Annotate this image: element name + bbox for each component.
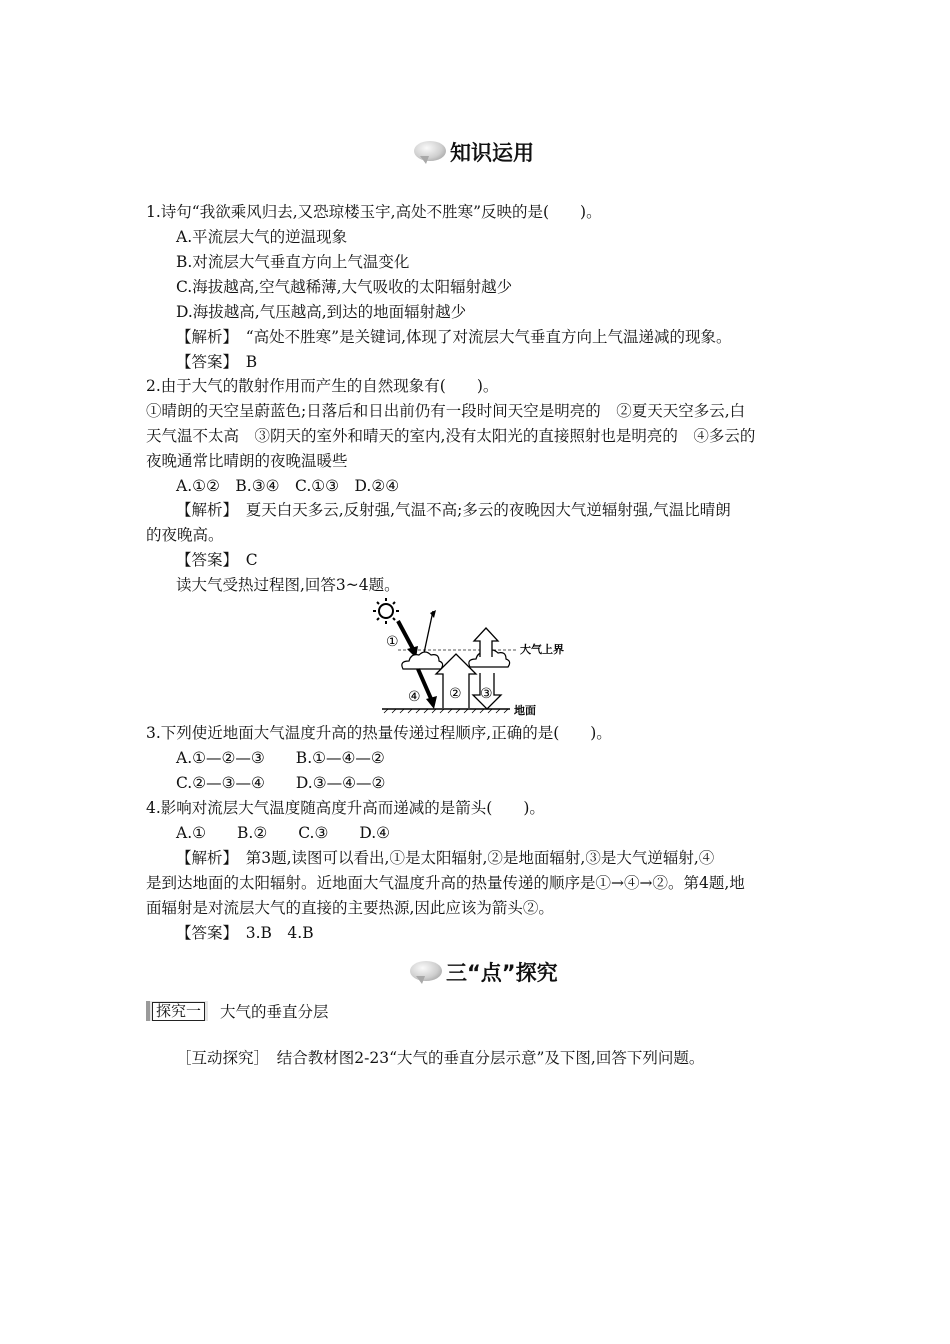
question-1-option-a: A.平流层大气的逆温现象 bbox=[176, 228, 348, 246]
question-2-analysis: 【解析】 夏天白天多云,反射强,气温不高;多云的夜晚因大气逆辐射强,气温比晴朗 bbox=[176, 501, 731, 519]
arrow-reflection bbox=[424, 610, 436, 653]
explore-tag: 探究一 bbox=[152, 1002, 205, 1021]
question-2-item-line: ①晴朗的天空呈蔚蓝色;日落后和日出前仍有一段时间天空是明亮的 ②夏天天空多云,白 bbox=[146, 402, 746, 420]
interactive-inquiry: ［互动探究］ 结合教材图2-23“大气的垂直分层示意”及下图,回答下列问题。 bbox=[176, 1049, 705, 1067]
label-1: ① bbox=[386, 634, 399, 650]
section-heading-knowledge bbox=[414, 137, 534, 167]
section-title: 知识运用 bbox=[450, 141, 534, 165]
question-2-item-line: 天气温不太高 ③阴天的室外和晴天的室内,没有太阳光的直接照射也是明亮的 ④多云的 bbox=[146, 427, 756, 445]
question-2-options: A.①② B.③④ C.①③ D.②④ bbox=[176, 477, 400, 495]
question-4-analysis: 是到达地面的太阳辐射。近地面大气温度升高的热量传递的顺序是①→④→②。第4题,地 bbox=[146, 874, 745, 892]
question-1-analysis: 【解析】 “高处不胜寒”是关键词,体现了对流层大气垂直方向上气温递减的现象。 bbox=[176, 328, 732, 346]
question-4-stem: 4.影响对流层大气温度随高度升高而递减的是箭头( )。 bbox=[146, 799, 545, 817]
cloud-left bbox=[402, 652, 443, 669]
question-4-options: A.① B.② C.③ D.④ bbox=[176, 824, 391, 842]
arrow-ground-solar bbox=[418, 669, 437, 709]
question-1-option-b: B.对流层大气垂直方向上气温变化 bbox=[176, 253, 410, 271]
sun-icon bbox=[373, 598, 399, 624]
explore-tag-box bbox=[146, 1001, 208, 1021]
label-2: ② bbox=[449, 686, 462, 702]
explore-title: 大气的垂直分层 bbox=[220, 1003, 329, 1021]
atmosphere-heating-diagram bbox=[370, 597, 580, 719]
question-2-item-line: 夜晚通常比晴朗的夜晚温暖些 bbox=[146, 452, 348, 470]
question-2-stem: 2.由于大气的散射作用而产生的自然现象有( )。 bbox=[146, 377, 499, 395]
arrow-solar-radiation bbox=[398, 621, 418, 658]
label-atmosphere-top: 大气上界 bbox=[520, 643, 564, 656]
question-4-analysis: 面辐射是对流层大气的直接的主要热源,因此应该为箭头②。 bbox=[146, 899, 554, 917]
label-4: ④ bbox=[408, 689, 421, 705]
question-3-options-row: C.②—③—④ D.③—④—② bbox=[176, 774, 386, 792]
question-3-stem: 3.下列使近地面大气温度升高的热量传递过程顺序,正确的是( )。 bbox=[146, 724, 612, 742]
question-1-option-c: C.海拔越高,空气越稀薄,大气吸收的太阳辐射越少 bbox=[176, 278, 513, 296]
question-2-answer: 【答案】 C bbox=[176, 551, 258, 569]
question-1-answer: 【答案】 B bbox=[176, 353, 258, 371]
question-1-option-d: D.海拔越高,气压越高,到达的地面辐射越少 bbox=[176, 303, 467, 321]
label-3: ③ bbox=[480, 686, 493, 702]
section-heading-explore bbox=[410, 957, 558, 987]
speech-bubble-icon bbox=[414, 139, 448, 165]
question-1-stem: 1.诗句“我欲乘风归去,又恐琼楼玉宇,高处不胜寒”反映的是( )。 bbox=[146, 203, 602, 221]
section-title: 三“点”探究 bbox=[446, 961, 558, 985]
question-4-answer: 【答案】 3.B 4.B bbox=[176, 924, 314, 942]
question-3-options-row: A.①—②—③ B.①—④—② bbox=[176, 749, 385, 767]
question-4-analysis: 【解析】 第3题,读图可以看出,①是太阳辐射,②是地面辐射,③是大气逆辐射,④ bbox=[176, 849, 715, 867]
figure-intro: 读大气受热过程图,回答3~4题。 bbox=[176, 576, 400, 594]
question-2-analysis: 的夜晚高。 bbox=[146, 526, 224, 544]
speech-bubble-icon bbox=[410, 959, 444, 985]
label-ground: 地面 bbox=[514, 704, 536, 717]
